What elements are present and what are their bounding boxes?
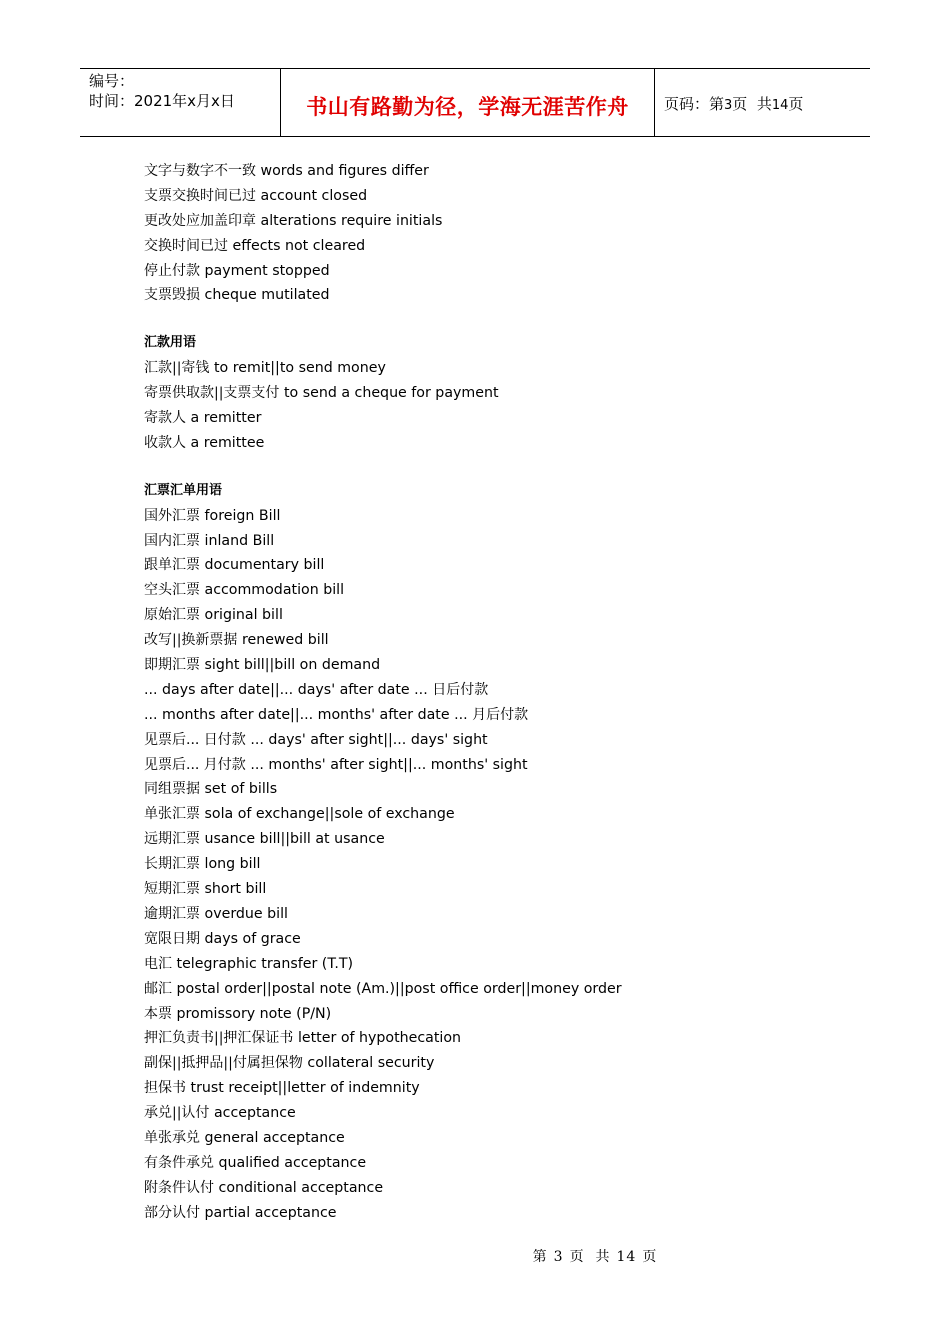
term-line bbox=[144, 1176, 844, 1201]
term-chinese: 远期汇票 bbox=[144, 831, 200, 848]
document-body bbox=[144, 159, 844, 1226]
term-english: telegraphic transfer (T.T) bbox=[176, 955, 354, 972]
term-chinese: 支票毁损 bbox=[144, 287, 200, 304]
term-line bbox=[144, 1101, 844, 1126]
term-line bbox=[144, 902, 844, 927]
term-chinese: 部分认付 bbox=[144, 1204, 200, 1221]
term-english: ... months after date||... months' after date ... bbox=[144, 706, 468, 723]
term-chinese: 长期汇票 bbox=[144, 856, 200, 873]
term-english: ... days' after sight||... days' sight bbox=[250, 731, 488, 748]
term-chinese: 停止付款 bbox=[144, 262, 200, 279]
term-english: trust receipt||letter of indemnity bbox=[190, 1080, 420, 1097]
term-line bbox=[144, 628, 844, 653]
term-line bbox=[144, 431, 844, 456]
term-chinese: 附条件认付 bbox=[144, 1179, 214, 1196]
term-english: renewed bill bbox=[241, 632, 329, 649]
term-chinese: 电汇 bbox=[144, 955, 172, 972]
term-line bbox=[144, 703, 844, 728]
term-line bbox=[144, 578, 844, 603]
term-line bbox=[144, 234, 844, 259]
term-chinese: 见票后... 月付款 bbox=[144, 756, 246, 773]
term-line bbox=[144, 753, 844, 778]
term-english: partial acceptance bbox=[204, 1204, 337, 1221]
term-english: cheque mutilated bbox=[204, 287, 330, 304]
term-chinese: 寄票供取款||支票支付 bbox=[144, 385, 280, 402]
term-line bbox=[144, 209, 844, 234]
term-chinese: 同组票据 bbox=[144, 781, 200, 798]
term-line bbox=[144, 653, 844, 678]
term-english: set of bills bbox=[204, 781, 278, 798]
term-english: ... days after date||... days' after date ... bbox=[144, 681, 428, 698]
term-chinese: 国内汇票 bbox=[144, 532, 200, 549]
document-number-label: 编号： bbox=[89, 72, 135, 90]
page-header bbox=[80, 68, 870, 137]
term-english: effects not cleared bbox=[232, 237, 366, 254]
term-english: ... months' after sight||... months' sight bbox=[250, 756, 528, 773]
page-current: 3 bbox=[724, 98, 733, 113]
header-page-number bbox=[655, 69, 870, 136]
term-line bbox=[144, 381, 844, 406]
section-title-remittance: 汇款用语 bbox=[144, 335, 197, 351]
term-line bbox=[144, 159, 844, 184]
term-line bbox=[144, 802, 844, 827]
term-english: inland Bill bbox=[204, 532, 275, 549]
term-english: to send a cheque for payment bbox=[283, 385, 499, 402]
term-english: promissory note (P/N) bbox=[176, 1005, 332, 1022]
document-date: 时间：2021年x月x日 bbox=[89, 92, 235, 110]
term-chinese: 收款人 bbox=[144, 434, 186, 451]
term-chinese: 月后付款 bbox=[472, 706, 529, 723]
term-chinese: 汇款||寄钱 bbox=[144, 360, 210, 377]
term-chinese: 押汇负责书||押汇保证书 bbox=[144, 1030, 294, 1047]
term-line bbox=[144, 728, 844, 753]
footer-current: 3 bbox=[553, 1249, 564, 1265]
term-chinese: 原始汇票 bbox=[144, 607, 200, 624]
term-chinese: 支票交换时间已过 bbox=[144, 187, 256, 204]
term-english: overdue bill bbox=[204, 905, 288, 922]
term-line bbox=[144, 852, 844, 877]
term-english: letter of hypothecation bbox=[297, 1030, 462, 1047]
term-english: payment stopped bbox=[204, 262, 330, 279]
term-chinese: 文字与数字不一致 bbox=[144, 163, 256, 179]
term-line bbox=[144, 678, 844, 703]
term-english: original bill bbox=[204, 607, 283, 624]
term-line bbox=[144, 259, 844, 284]
term-chinese: 国外汇票 bbox=[144, 507, 200, 524]
term-english: to remit||to send money bbox=[213, 360, 386, 377]
term-line bbox=[144, 1151, 844, 1176]
term-line bbox=[144, 1076, 844, 1101]
term-line bbox=[144, 406, 844, 431]
term-english: general acceptance bbox=[204, 1129, 345, 1146]
section-bill-terms bbox=[144, 504, 844, 1226]
term-chinese: 改写||换新票据 bbox=[144, 632, 238, 649]
term-chinese: 日后付款 bbox=[432, 681, 489, 698]
term-chinese: 交换时间已过 bbox=[144, 237, 228, 254]
section-cheque-terms bbox=[144, 159, 844, 308]
term-english: documentary bill bbox=[204, 557, 325, 574]
term-line bbox=[144, 1051, 844, 1076]
term-line bbox=[144, 504, 844, 529]
page-total: 14 bbox=[771, 98, 789, 113]
term-english: sight bill||bill on demand bbox=[204, 657, 381, 674]
footer-prefix: 第 bbox=[532, 1249, 548, 1265]
term-english: alterations require initials bbox=[260, 212, 443, 229]
term-chinese: 单张承兑 bbox=[144, 1129, 200, 1146]
term-chinese: 逾期汇票 bbox=[144, 905, 200, 922]
term-english: a remitter bbox=[190, 410, 262, 427]
header-motto: 书山有路勤为径，学海无涯苦作舟 bbox=[306, 94, 629, 119]
term-line bbox=[144, 952, 844, 977]
term-line bbox=[144, 1002, 844, 1027]
term-english: postal order||postal note (Am.)||post office order||money order bbox=[176, 980, 622, 997]
term-english: usance bill||bill at usance bbox=[204, 831, 385, 848]
footer-total: 14 bbox=[616, 1249, 637, 1265]
term-line bbox=[144, 777, 844, 802]
term-chinese: 寄款人 bbox=[144, 410, 186, 427]
term-english: long bill bbox=[204, 856, 261, 873]
term-line bbox=[144, 977, 844, 1002]
term-line bbox=[144, 553, 844, 578]
term-english: a remittee bbox=[190, 434, 265, 451]
term-chinese: 有条件承兑 bbox=[144, 1154, 214, 1171]
term-english: words and figures differ bbox=[260, 163, 429, 179]
term-line bbox=[144, 1201, 844, 1226]
page-footer bbox=[0, 1246, 950, 1266]
term-english: accommodation bill bbox=[204, 582, 345, 599]
header-meta bbox=[80, 69, 281, 136]
term-chinese: 见票后... 日付款 bbox=[144, 731, 246, 748]
term-chinese: 承兑||认付 bbox=[144, 1105, 210, 1122]
term-chinese: 邮汇 bbox=[144, 980, 172, 997]
term-english: acceptance bbox=[213, 1105, 296, 1122]
term-line bbox=[144, 283, 844, 308]
term-english: foreign Bill bbox=[204, 507, 281, 524]
section-remittance-terms bbox=[144, 356, 844, 456]
term-chinese: 空头汇票 bbox=[144, 582, 200, 599]
footer-mid: 页 共 bbox=[569, 1249, 611, 1265]
term-english: qualified acceptance bbox=[218, 1154, 367, 1171]
term-english: short bill bbox=[204, 881, 267, 898]
term-chinese: 即期汇票 bbox=[144, 657, 200, 674]
section-title-bills: 汇票汇单用语 bbox=[144, 482, 223, 498]
term-chinese: 本票 bbox=[144, 1005, 172, 1022]
term-line bbox=[144, 603, 844, 628]
term-chinese: 更改处应加盖印章 bbox=[144, 212, 256, 229]
term-line bbox=[144, 529, 844, 554]
term-english: account closed bbox=[260, 187, 368, 204]
footer-suffix: 页 bbox=[642, 1249, 658, 1265]
term-line bbox=[144, 1026, 844, 1051]
page-suffix: 页 bbox=[788, 95, 804, 113]
term-english: collateral security bbox=[307, 1055, 435, 1072]
term-chinese: 跟单汇票 bbox=[144, 557, 200, 574]
term-line bbox=[144, 927, 844, 952]
term-line bbox=[144, 356, 844, 381]
term-english: conditional acceptance bbox=[218, 1179, 384, 1196]
term-line bbox=[144, 1126, 844, 1151]
term-chinese: 担保书 bbox=[144, 1080, 186, 1097]
term-chinese: 宽限日期 bbox=[144, 930, 200, 947]
header-motto-cell bbox=[281, 69, 655, 136]
page-mid: 页 共 bbox=[732, 95, 772, 113]
term-english: sola of exchange||sole of exchange bbox=[204, 806, 455, 823]
term-line bbox=[144, 827, 844, 852]
page-prefix: 页码：第 bbox=[664, 95, 725, 113]
term-line bbox=[144, 877, 844, 902]
term-chinese: 短期汇票 bbox=[144, 881, 200, 898]
term-chinese: 副保||抵押品||付属担保物 bbox=[144, 1055, 303, 1072]
term-english: days of grace bbox=[204, 930, 301, 947]
term-chinese: 单张汇票 bbox=[144, 806, 200, 823]
term-line bbox=[144, 184, 844, 209]
